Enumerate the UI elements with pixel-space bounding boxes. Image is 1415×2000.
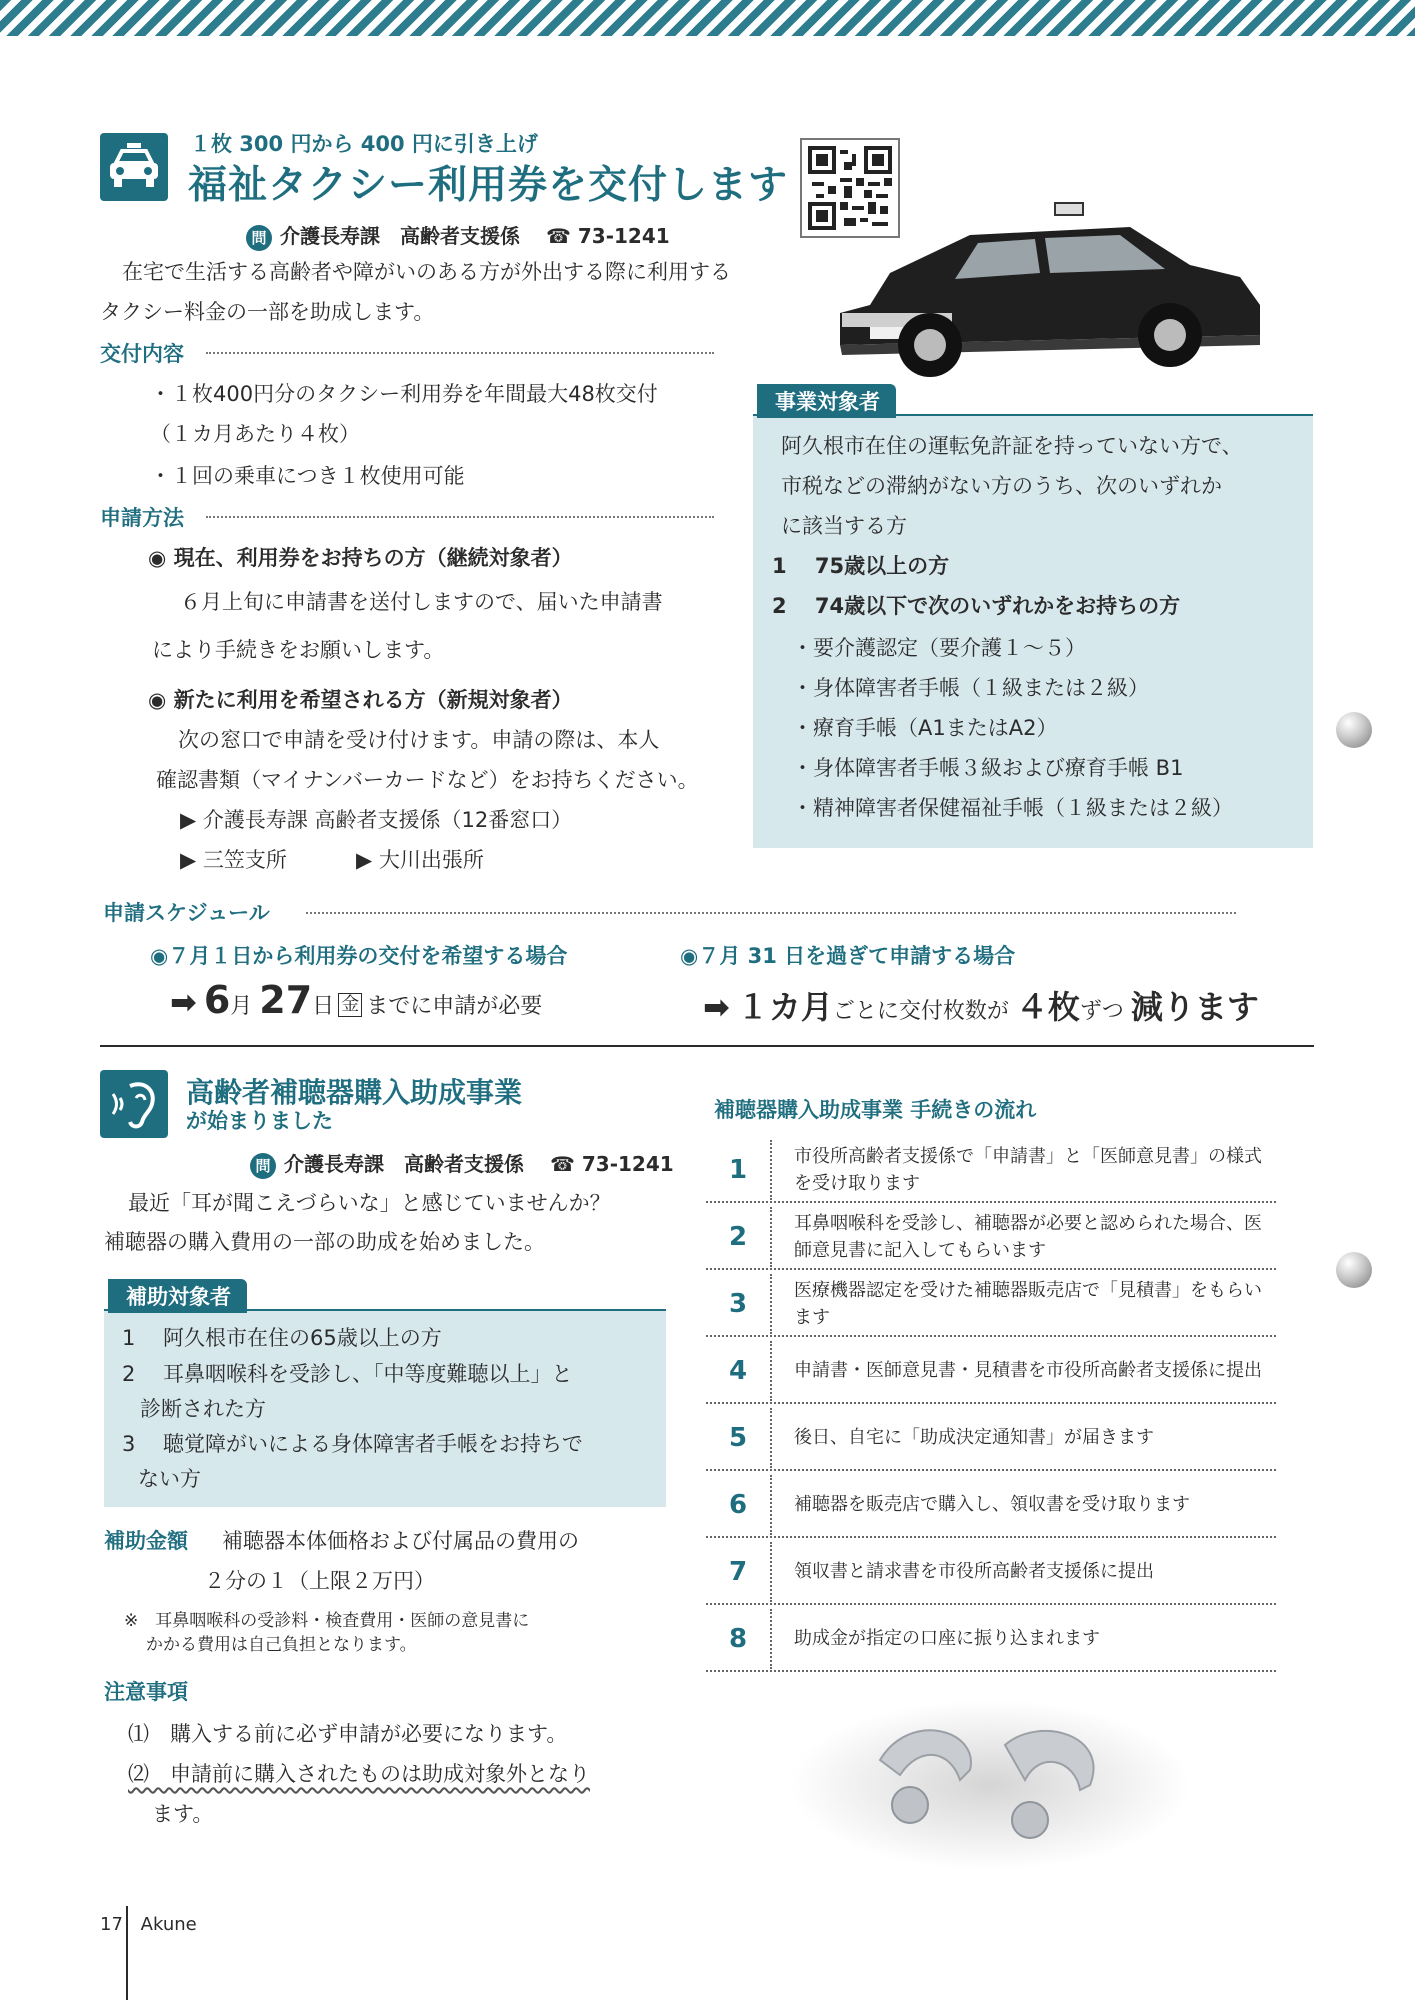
method-new-line: 確認書類（マイナンバーカードなど）をお持ちください。 [156,768,699,792]
page-margin-line [126,1906,128,2000]
method-existing-title: ◉ 現在、利用券をお持ちの方（継続対象者） [148,546,573,570]
target-line: 市税などの滞納がない方のうち、次のいずれか [781,474,1222,498]
note-emph: ４枚 [1015,988,1080,1026]
inquiry-badge: 問 [246,225,272,251]
target-subitem: ・精神障害者保健福祉手帳（１級または２級） [792,796,1233,820]
taxi-title: 福祉タクシー利用券を交付します [188,163,789,208]
ear-icon [100,1070,168,1138]
weekday-badge: 金 [338,993,362,1017]
flow-step [706,1270,1276,1337]
divider [206,516,714,518]
flow-title: 補聴器購入助成事業 手続きの流れ [714,1098,1037,1122]
flow-step [706,1471,1276,1538]
hearing-intro-line: 最近「耳が聞こえづらいな」と感じていませんか？ [128,1191,611,1215]
caution-item: ⑵ 申請前に購入されたものは助成対象外となり [128,1762,590,1786]
schedule-right-heading: ◉７月 31 日を過ぎて申請する場合 [680,944,1016,968]
flow-step-separator [770,1609,772,1669]
arrow-icon: ➡ [703,988,730,1026]
flow-step-separator [770,1274,772,1334]
contact-dept: 介護長寿課 高齢者支援係 [284,1152,524,1176]
brand-name: Akune [140,1914,197,1935]
flow-step-text: 助成金が指定の口座に振り込まれます [794,1628,1100,1649]
flow-step [706,1136,1276,1203]
flow-step-number: 7 [728,1556,748,1587]
support-item: 1 阿久根市在住の65歳以上の方 [122,1326,442,1350]
flow-step-separator [770,1140,772,1200]
divider [206,352,714,354]
flow-step-number: 4 [728,1355,748,1386]
flow-step-number: 5 [728,1422,748,1453]
arrow-icon: ➡ [170,983,197,1021]
contact-phone: ☎ 73-1241 [550,1152,674,1176]
flow-step-separator [770,1408,772,1468]
method-new-line: 次の窓口で申請を受け付けます。申請の際は、本人 [178,728,660,752]
flow-step-text: 補聴器を販売店で購入し、領収書を受け取ります [794,1494,1190,1515]
page-number-value: 17 [100,1914,123,1935]
flow-step [706,1337,1276,1404]
flow-step-text: 耳鼻咽喉科を受診し、補聴器が必要と認められた場合、医師意見書に記入してもらいます [794,1212,1262,1261]
flow-step [706,1404,1276,1471]
method-new-title: ◉ 新たに利用を希望される方（新規対象者） [148,688,573,712]
hearing-aid-photo [790,1690,1190,1870]
schedule-right-note [703,982,1259,1028]
method-existing-line: により手続きをお願いします。 [152,638,445,662]
contact-dept: 介護長寿課 高齢者支援係 [280,224,520,248]
section-divider [100,1045,1314,1047]
deadline-day: 27 [259,978,313,1022]
flow-step-number: 2 [728,1221,748,1252]
hearing-title-sub: が始まりました [186,1109,333,1133]
taxi-contact [246,220,670,251]
target-line: に該当する方 [781,514,907,538]
flow-step-number: 6 [728,1489,748,1520]
support-label: 補助対象者 [108,1279,247,1313]
target-subitem: ・身体障害者手帳（１級または２級） [792,676,1149,700]
flow-step-text: 領収書と請求書を市役所高齢者支援係に提出 [794,1561,1154,1582]
target-line: 阿久根市在住の運転免許証を持っていない方で、 [781,434,1243,458]
target-subitem: ・身体障害者手帳３級および療育手帳 B1 [792,756,1184,780]
issue-heading: 交付内容 [100,342,184,366]
window-item: ▶ 大川出張所 [356,848,484,872]
deadline-month: 6 [203,978,231,1022]
support-item: 3 聴覚障がいによる身体障害者手帳をお持ちで [122,1432,583,1456]
flow-step-text: 申請書・医師意見書・見積書を市役所高齢者支援係に提出 [794,1360,1262,1381]
page-number [100,1914,197,1935]
flow-step-separator [770,1341,772,1401]
target-subitem: ・療育手帳（A1またはA2） [792,716,1058,740]
deadline-suffix: までに申請が必要 [366,994,543,1019]
note-emph: １カ月 [736,988,833,1026]
flow-step-number: 8 [728,1623,748,1654]
inquiry-badge: 問 [250,1153,276,1179]
target-label: 事業対象者 [757,384,896,418]
note-text: ずつ [1079,999,1124,1024]
flow-step-separator [770,1475,772,1535]
flow-step-separator [770,1207,772,1267]
support-item: 診断された方 [140,1397,266,1421]
window-item: ▶ 三笠支所 [180,848,287,872]
schedule-heading: 申請スケジュール [103,901,270,925]
hearing-title: 高齢者補聴器購入助成事業 [186,1076,523,1109]
divider [306,912,1236,914]
month-unit: 月 [230,994,253,1019]
flow-step-number: 3 [728,1288,748,1319]
issue-item: （１カ月あたり４枚） [150,422,360,446]
flow-step [706,1538,1276,1605]
flow-step-text: 後日、自宅に「助成決定通知書」が届きます [794,1427,1154,1448]
caution-heading: 注意事項 [104,1680,188,1704]
flow-step [706,1605,1276,1672]
binding-hole-mark [1336,1252,1372,1288]
target-subitem: ・要介護認定（要介護１～５） [792,636,1086,660]
target-item: 1 75歳以上の方 [772,554,950,578]
taxi-subtitle: １枚 300 円から 400 円に引き上げ [190,132,538,156]
target-item: 2 74歳以下で次のいずれかをお持ちの方 [772,594,1181,618]
day-unit: 日 [312,994,335,1019]
binding-hole-mark [1336,712,1372,748]
taxi-icon [100,133,168,201]
note-text: ごとに交付枚数が [832,999,1009,1024]
top-stripe-decoration [0,0,1415,36]
window-item: ▶ 介護長寿課 高齢者支援係（12番窓口） [180,808,573,832]
flow-step-text: 医療機器認定を受けた補聴器販売店で「見積書」をもらいます [794,1279,1262,1328]
caution-item: ます。 [152,1802,214,1826]
support-item: 2 耳鼻咽喉科を受診し、「中等度難聴以上」と [122,1362,573,1386]
flow-step-separator [770,1542,772,1602]
hearing-intro-line: 補聴器の購入費用の一部の助成を始めました。 [104,1230,545,1254]
note-emph: 減ります [1130,988,1259,1026]
hearing-contact [250,1148,674,1179]
taxi-photo [830,195,1270,395]
amount-line: ２分の１（上限２万円） [204,1569,435,1593]
schedule-left-deadline [170,978,542,1022]
contact-phone: ☎ 73-1241 [546,224,670,248]
support-item: ない方 [138,1467,201,1491]
flow-step [706,1203,1276,1270]
amount-heading: 補助金額 [104,1529,188,1553]
schedule-left-heading: ◉７月１日から利用券の交付を希望する場合 [150,944,568,968]
caution-item: ⑴ 購入する前に必ず申請が必要になります。 [128,1722,568,1746]
method-existing-line: ６月上旬に申請書を送付しますので、届いた申請書 [180,590,663,614]
method-heading: 申請方法 [100,506,184,530]
amount-note: かかる費用は自己負担となります。 [146,1635,417,1655]
amount-note: ※ 耳鼻咽喉科の受診料・検査費用・医師の意見書に [124,1611,530,1631]
flow-step-number: 1 [728,1154,748,1185]
issue-item: ・１回の乗車につき１枚使用可能 [150,464,465,488]
issue-item: ・１枚400円分のタクシー利用券を年間最大48枚交付 [150,382,658,406]
taxi-intro: 在宅で生活する高齢者や障がいのある方が外出する際に利用するタクシー料金の一部を助成します。 [100,260,731,324]
flow-step-text: 市役所高齢者支援係で「申請書」と「医師意見書」の様式を受け取ります [794,1145,1262,1194]
amount-line: 補聴器本体価格および付属品の費用の [222,1529,579,1553]
